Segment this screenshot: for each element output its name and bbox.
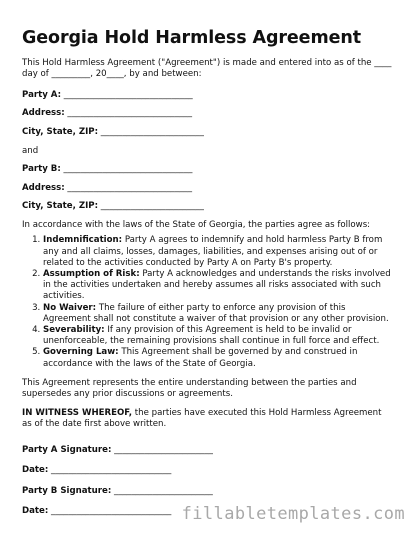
party-a-date-line[interactable]: ____________________________ [48,465,172,476]
clause-text: If any provision of this Agreement is held to be invalid or unenforceable, the remaining provisions shall continue in full force and effect. [43,324,380,347]
party-b-block [22,164,393,213]
party-b-signature-line[interactable]: _______________________ [111,485,213,496]
accordance-paragraph: In accordance with the laws of the State of Georgia, the parties agree as follows: [22,220,371,231]
document-title: Georgia Hold Harmless Agreement [22,28,361,48]
intro-paragraph: This Hold Harmless Agreement ("Agreement") is made and entered into as of the ____ day of _________, 20____, by and between: [22,58,392,80]
party-a-line[interactable]: ______________________________ [61,89,193,100]
clause-heading: Governing Law: [43,347,119,358]
clause-text: Party A acknowledges and understands the risks involved in the activities undertaken and hereby assumes all risks associated with such activities. [43,268,391,302]
party-a-signature-line[interactable]: _______________________ [111,444,213,455]
clause-list [22,235,393,369]
witness-paragraph [22,408,393,430]
party-b-city-label: City, State, ZIP: [22,201,99,212]
clause-indemnification [43,235,393,269]
party-b-signature-label: Party B Signature: [22,485,112,496]
party-b-date-label: Date: [22,506,49,517]
party-a-city-field[interactable] [22,127,393,138]
party-b-address-field[interactable] [22,183,393,194]
party-a-address-label: Address: [22,108,65,119]
party-a-city-label: City, State, ZIP: [22,127,99,138]
party-a-date-field[interactable] [22,465,393,476]
party-a-address-line[interactable]: _____________________________ [64,108,193,119]
party-b-line[interactable]: ______________________________ [60,163,193,174]
clause-no-waiver [43,303,393,325]
party-b-address-line[interactable]: _____________________________ [64,182,193,193]
party-a-label: Party A: [22,89,62,100]
party-b-label: Party B: [22,163,61,174]
watermark: fillabletemplates.com [181,504,405,524]
clause-text: The failure of either party to enforce any provision of this Agreement shall not constitute a waiver of that provision or any other provision. [43,302,389,324]
clause-heading: Severability: [43,324,105,335]
party-b-city-field[interactable] [22,201,393,212]
clause-heading: No Waiver: [43,302,97,313]
witness-text: the parties have executed this Hold Harmless Agreement as of the date first above written. [22,408,382,430]
party-a-address-field[interactable] [22,108,393,119]
party-a-city-line[interactable]: ________________________ [98,127,204,138]
party-b-field[interactable] [22,164,393,175]
clause-heading: Assumption of Risk: [43,268,140,279]
party-b-signature-field[interactable] [22,486,393,497]
party-b-address-label: Address: [22,182,65,193]
party-a-block [22,90,393,139]
clause-governing-law [43,347,393,369]
clause-text: Party A agrees to indemnify and hold harmless Party B from any and all claims, losses, damages, liabilities, and expenses arising out of or related to the activities conducted by Party A on Party B's property. [43,235,383,268]
party-a-signature-field[interactable] [22,445,393,456]
entire-agreement-paragraph: This Agreement represents the entire understanding between the parties and supersedes any prior discussions or agreements. [22,377,357,399]
and-text: and [22,145,39,156]
clause-text: This Agreement shall be governed by and construed in accordance with the laws of the State of Georgia. [43,347,358,369]
witness-heading: IN WITNESS WHEREOF, [22,408,133,419]
clause-severability [43,325,393,347]
clause-assumption-of-risk [43,269,393,303]
party-a-field[interactable] [22,90,393,101]
party-b-city-line[interactable]: ________________________ [98,201,204,212]
party-a-signature-label: Party A Signature: [22,444,112,455]
party-b-date-line[interactable]: ____________________________ [48,506,172,517]
clause-heading: Indemnification: [43,235,123,246]
party-a-date-label: Date: [22,465,49,476]
